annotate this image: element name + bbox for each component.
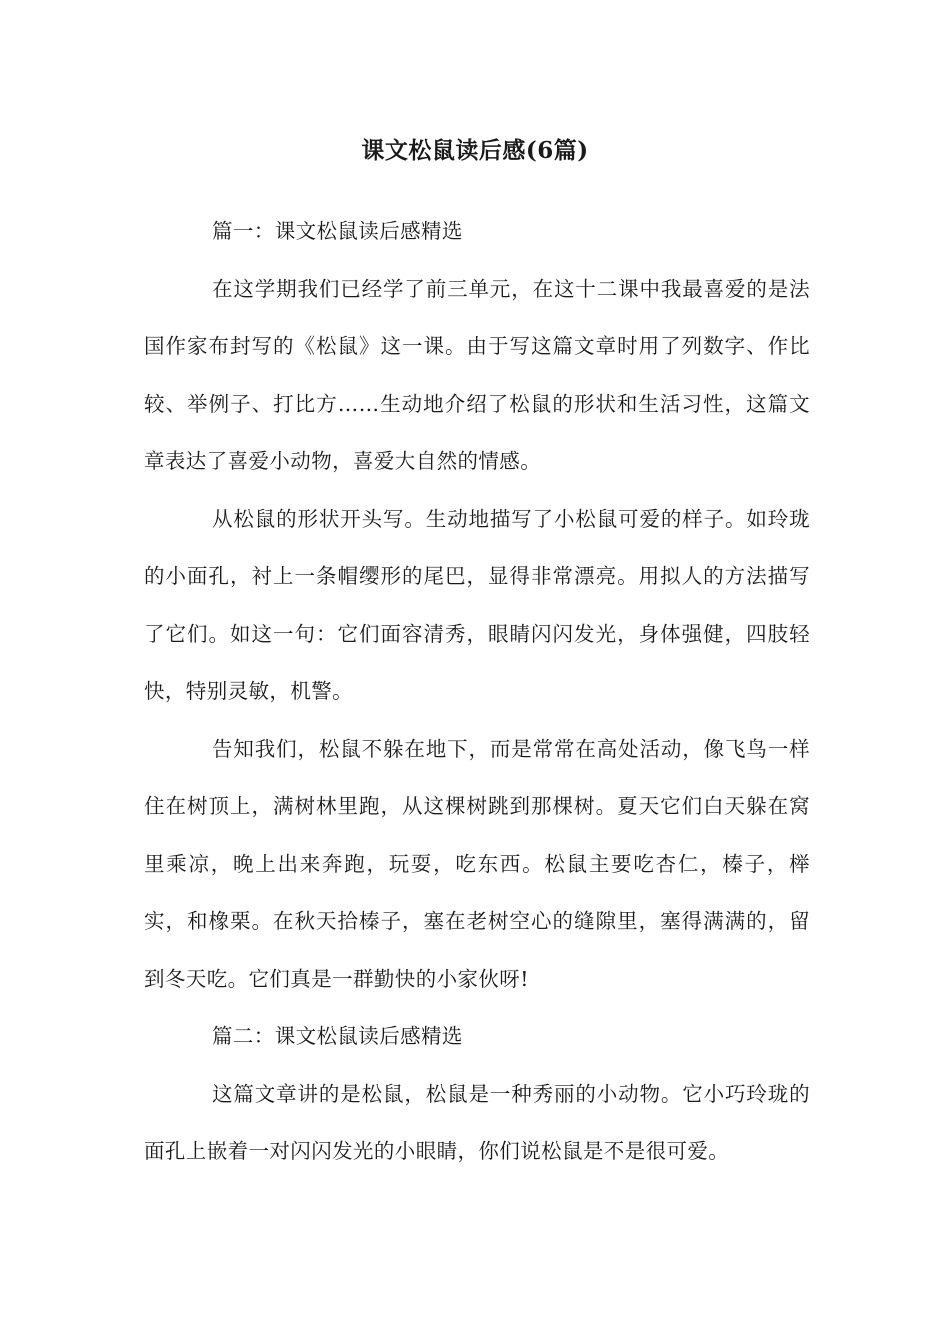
- document-body: [144, 203, 810, 1181]
- section-heading-2: 篇二：课文松鼠读后感精选: [212, 1024, 463, 1048]
- section-heading-1: 篇一：课文松鼠读后感精选: [212, 219, 463, 243]
- paragraph: 从松鼠的形状开头写。生动地描写了小松鼠可爱的样子。如玲珑的小面孔，衬上一条帽缨形的尾巴，显得非常漂亮。用拟人的方法描写了它们。如这一句：它们面容清秀，眼睛闪闪发光，身体强健，四肢轻快，特别灵敏，机警。: [144, 506, 810, 703]
- document-title: 课文松鼠读后感(6篇): [361, 137, 589, 164]
- paragraph: 这篇文章讲的是松鼠，松鼠是一种秀丽的小动物。它小巧玲珑的面孔上嵌着一对闪闪发光的小眼睛，你们说松鼠是不是很可爱。: [144, 1081, 810, 1163]
- paragraph: 在这学期我们已经学了前三单元，在这十二课中我最喜爱的是法国作家布封写的《松鼠》这一课。由于写这篇文章时用了列数字、作比较、举例子、打比方……生动地介绍了松鼠的形状和生活习性，这篇文章表达了喜爱小动物，喜爱大自然的情感。: [144, 276, 810, 473]
- paragraph: 告知我们，松鼠不躲在地下，而是常常在高处活动，像飞鸟一样住在树顶上，满树林里跑，从这棵树跳到那棵树。夏天它们白天躲在窝里乘凉，晚上出来奔跑，玩耍，吃东西。松鼠主要吃杏仁，榛子，榉实，和橡栗。在秋天拾榛子，塞在老树空心的缝隙里，塞得满满的，留到冬天吃。它们真是一群勤快的小家伙呀!: [144, 736, 810, 991]
